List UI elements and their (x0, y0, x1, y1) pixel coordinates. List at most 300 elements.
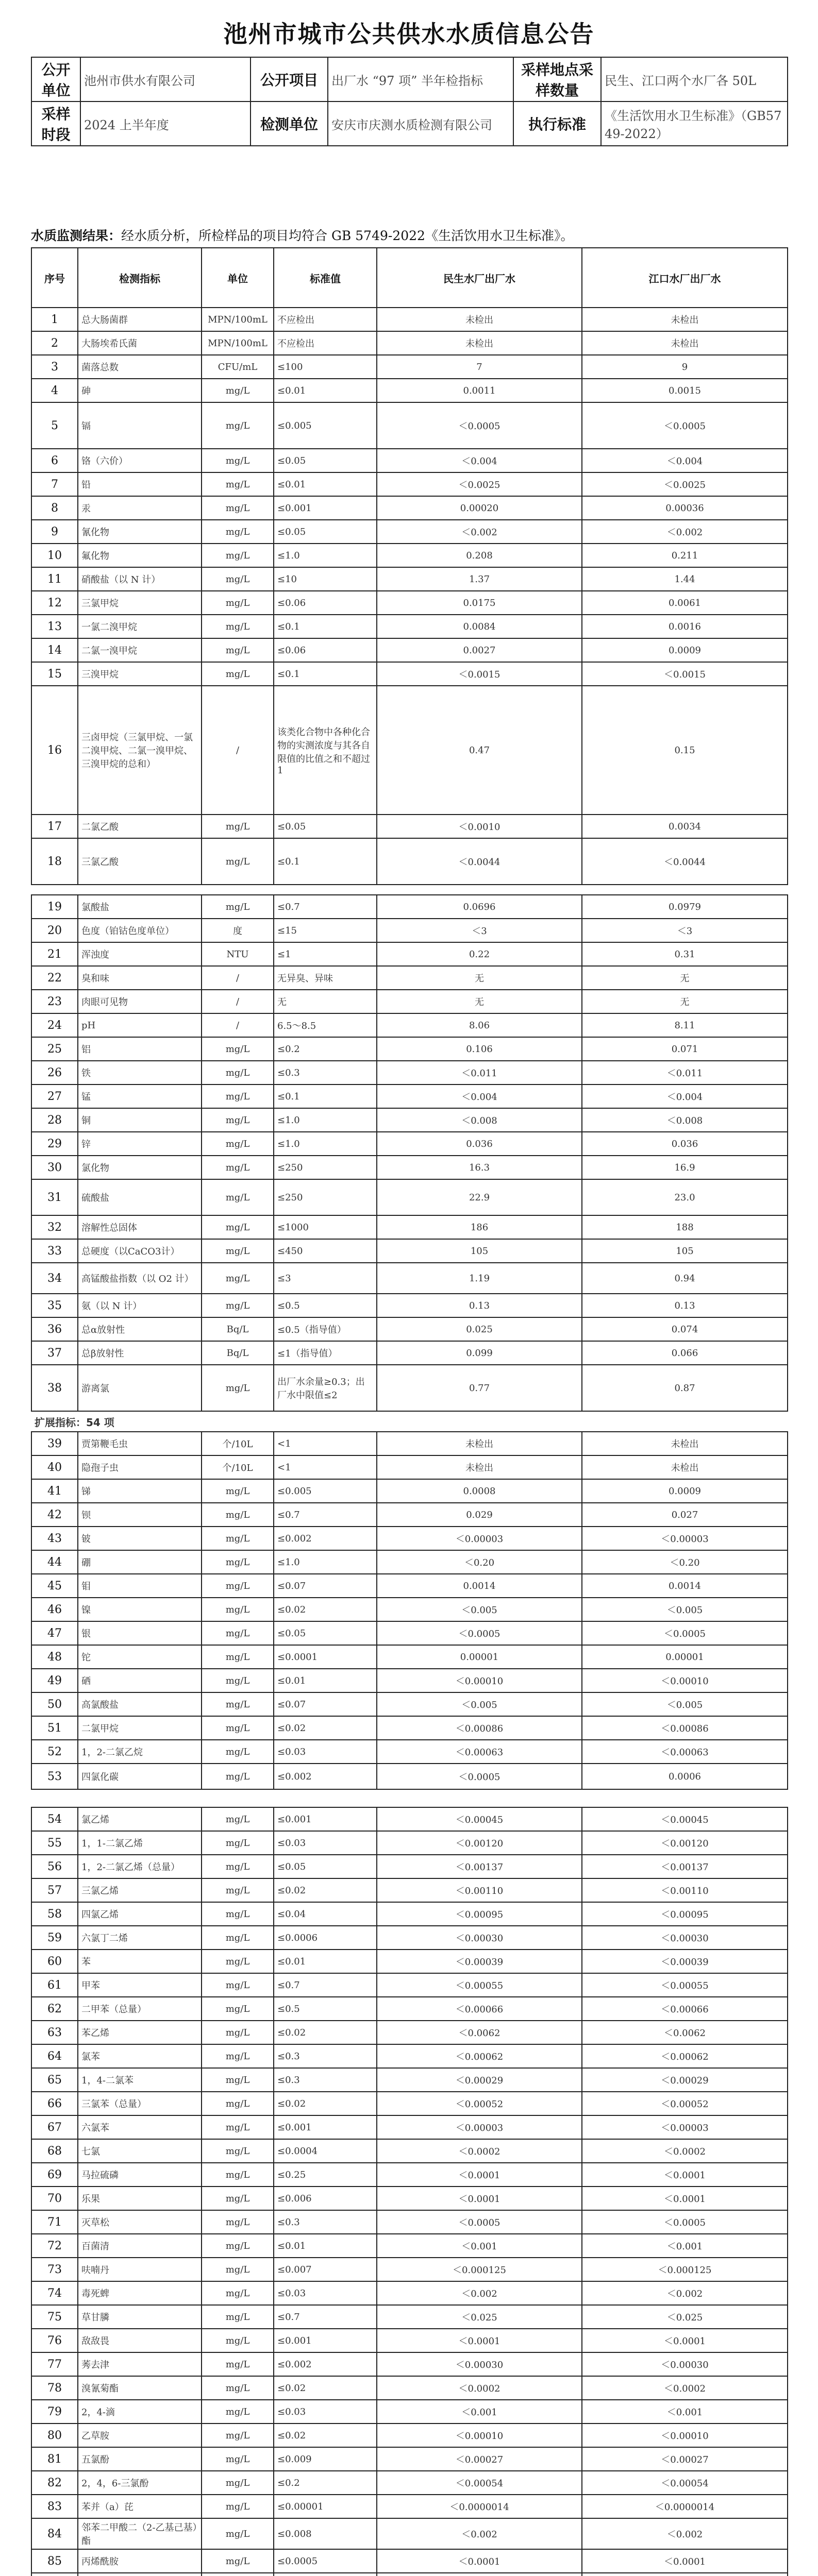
row-standard: ≤0.002 (274, 1764, 377, 1789)
row-indicator: 2，4，6-三氯酚 (78, 2471, 202, 2495)
table-row (31, 1317, 788, 1341)
row-minsheng-value: ＜0.0000014 (377, 2495, 582, 2518)
row-indicator: 草甘膦 (78, 2305, 202, 2329)
row-indicator: 苯 (78, 1950, 202, 1973)
row-standard: ≤450 (274, 1239, 377, 1263)
row-unit: / (202, 990, 274, 1013)
row-index: 30 (31, 1156, 78, 1179)
table-row (31, 1692, 788, 1716)
table-row (31, 1037, 788, 1061)
row-jiangkou-value: 105 (582, 1239, 788, 1263)
row-unit: mg/L (202, 2115, 274, 2139)
row-minsheng-value: ＜0.005 (377, 1692, 582, 1716)
row-index: 69 (31, 2163, 78, 2187)
row-index: 1 (31, 308, 78, 331)
row-index: 67 (31, 2115, 78, 2139)
row-standard: ≤1 (274, 942, 377, 966)
row-jiangkou-value: 0.074 (582, 1317, 788, 1341)
row-jiangkou-value: 0.036 (582, 1132, 788, 1156)
row-jiangkou-value: ＜0.00120 (582, 1831, 788, 1855)
row-standard: ≤0.05 (274, 1855, 377, 1878)
row-minsheng-value: 16.3 (377, 1156, 582, 1179)
row-indicator: 莠去津 (78, 2352, 202, 2376)
table-row (31, 686, 788, 815)
row-minsheng-value: ＜0.0015 (377, 662, 582, 686)
row-index: 70 (31, 2187, 78, 2210)
row-index: 51 (31, 1716, 78, 1740)
row-indicator: 乐果 (78, 2187, 202, 2210)
row-unit: mg/L (202, 1479, 274, 1503)
row-indicator: 七氯 (78, 2139, 202, 2163)
row-indicator: 乙草胺 (78, 2424, 202, 2447)
table-row (31, 2400, 788, 2424)
table-row (31, 544, 788, 567)
row-jiangkou-value: 1.44 (582, 567, 788, 591)
row-jiangkou-value: ＜0.0001 (582, 2187, 788, 2210)
row-indicator: 1，1-二氯乙烯 (78, 1831, 202, 1855)
table-row (31, 966, 788, 990)
row-minsheng-value: ＜0.20 (377, 1550, 582, 1574)
row-unit: mg/L (202, 1239, 274, 1263)
row-unit: mg/L (202, 379, 274, 402)
row-index: 81 (31, 2447, 78, 2471)
row-jiangkou-value: 23.0 (582, 1179, 788, 1215)
row-unit: Bq/L (202, 1341, 274, 1365)
row-indicator: 钡 (78, 1503, 202, 1527)
label-site: 采样地点采样数量 (513, 57, 601, 101)
row-jiangkou-value: 0.211 (582, 544, 788, 567)
row-indicator: 肉眼可见物 (78, 990, 202, 1013)
row-unit: mg/L (202, 1263, 274, 1294)
row-unit: mg/L (202, 2281, 274, 2305)
row-jiangkou-value: 0.0016 (582, 615, 788, 638)
label-period: 采样时段 (31, 101, 80, 146)
row-jiangkou-value: ＜0.00110 (582, 1878, 788, 1902)
row-standard: 不应检出 (274, 331, 377, 355)
label-std: 执行标准 (513, 101, 601, 146)
row-unit: mg/L (202, 2044, 274, 2068)
row-standard: ≤0.7 (274, 1973, 377, 1997)
row-jiangkou-value: 0.027 (582, 1503, 788, 1527)
row-minsheng-value: ＜0.002 (377, 2281, 582, 2305)
row-indicator: 二甲苯（总量） (78, 1997, 202, 2021)
row-unit: / (202, 966, 274, 990)
summary-text: 经水质分析，所检样品的项目均符合 GB 5749-2022《生活饮用水卫生标准》。 (121, 228, 574, 243)
row-minsheng-value: ＜0.00110 (377, 1878, 582, 1902)
row-jiangkou-value: ＜0.0025 (582, 472, 788, 496)
row-standard: ≤0.03 (274, 2400, 377, 2424)
table-row (31, 2092, 788, 2115)
row-standard: ≤0.01 (274, 1950, 377, 1973)
row-indicator: 铍 (78, 1527, 202, 1550)
row-jiangkou-value: ＜0.0000014 (582, 2495, 788, 2518)
row-unit: mg/L (202, 2258, 274, 2281)
row-unit: mg/L (202, 1294, 274, 1317)
row-standard: ≤0.05 (274, 1621, 377, 1645)
row-minsheng-value: ＜0.0010 (377, 815, 582, 838)
table-row (31, 2471, 788, 2495)
table-row (31, 1108, 788, 1132)
row-jiangkou-value: ＜0.0001 (582, 2329, 788, 2352)
row-unit (202, 2573, 274, 2576)
row-jiangkou-value: 0.15 (582, 686, 788, 815)
row-standard: ≤0.3 (274, 2044, 377, 2068)
row-minsheng-value: 0.025 (377, 1317, 582, 1341)
row-indicator: 氯苯 (78, 2044, 202, 2068)
header-standard: 标准值 (274, 248, 377, 308)
row-unit: mg/L (202, 2163, 274, 2187)
row-jiangkou-value: ＜0.00054 (582, 2471, 788, 2495)
row-minsheng-value: 8.06 (377, 1013, 582, 1037)
row-standard: ≤0.02 (274, 1878, 377, 1902)
row-jiangkou-value: ＜0.0005 (582, 402, 788, 449)
table-row (31, 1061, 788, 1084)
row-jiangkou-value: 未检出 (582, 331, 788, 355)
unit-value: 池州市供水有限公司 (80, 57, 251, 101)
row-minsheng-value: 未检出 (377, 308, 582, 331)
row-jiangkou-value: ＜0.00029 (582, 2068, 788, 2092)
row-indicator: 浑浊度 (78, 942, 202, 966)
row-indicator: 镉 (78, 402, 202, 449)
row-index: 82 (31, 2471, 78, 2495)
row-jiangkou-value: ＜0.025 (582, 2305, 788, 2329)
row-indicator: 铬（六价） (78, 449, 202, 472)
row-unit: MPN/100mL (202, 308, 274, 331)
row-unit: mg/L (202, 1831, 274, 1855)
row-minsheng-value: ＜0.0002 (377, 2139, 582, 2163)
row-unit: mg/L (202, 1503, 274, 1527)
table-row (31, 402, 788, 449)
row-standard: ≤0.008 (274, 2518, 377, 2549)
table-row (31, 2573, 788, 2576)
table-row (31, 472, 788, 496)
row-jiangkou-value: 0.0061 (582, 591, 788, 615)
row-standard: ≤1000 (274, 1215, 377, 1239)
row-jiangkou-value: 0.0009 (582, 1479, 788, 1503)
row-index: 44 (31, 1550, 78, 1574)
row-minsheng-value: ＜0.00066 (377, 1997, 582, 2021)
site-value: 民生、江口两个水厂各 50L (601, 57, 788, 101)
row-indicator: 三卤甲烷（三氯甲烷、一氯二溴甲烷、二氯一溴甲烷、三溴甲烷的总和） (78, 686, 202, 815)
table-row (31, 1503, 788, 1527)
row-standard: ≤0.005 (274, 402, 377, 449)
row-standard: ≤0.02 (274, 2092, 377, 2115)
row-index: 17 (31, 815, 78, 838)
row-standard: ≤15 (274, 919, 377, 942)
row-unit: mg/L (202, 1807, 274, 1831)
row-index: 46 (31, 1598, 78, 1621)
row-jiangkou-value: 未检出 (582, 1455, 788, 1479)
row-jiangkou-value: ＜0.00030 (582, 1926, 788, 1950)
row-jiangkou-value: ＜0.00039 (582, 1950, 788, 1973)
row-indicator: 1，4-二氯苯 (78, 2068, 202, 2092)
row-minsheng-value: ＜0.0005 (377, 1764, 582, 1789)
row-jiangkou-value: ＜0.0002 (582, 2139, 788, 2163)
row-indicator: 二氯乙酸 (78, 815, 202, 838)
row-indicator: 甲苯 (78, 1973, 202, 1997)
row-jiangkou-value: ＜0.008 (582, 1108, 788, 1132)
row-indicator: 汞 (78, 496, 202, 520)
row-indicator: 三溴甲烷 (78, 662, 202, 686)
row-minsheng-value: ＜0.0001 (377, 2329, 582, 2352)
row-minsheng-value: 0.0175 (377, 591, 582, 615)
row-minsheng-value: ＜0.00045 (377, 1807, 582, 1831)
row-indicator: 1，2-二氯乙烯（总量） (78, 1855, 202, 1878)
row-index: 21 (31, 942, 78, 966)
row-indicator: 游离氯 (78, 1365, 202, 1411)
table-row (31, 1527, 788, 1550)
table-row (31, 990, 788, 1013)
row-index: 8 (31, 496, 78, 520)
row-jiangkou-value: ＜0.00055 (582, 1973, 788, 1997)
table-row (31, 942, 788, 966)
row-standard: ≤0.06 (274, 638, 377, 662)
row-index: 10 (31, 544, 78, 567)
row-unit: mg/L (202, 449, 274, 472)
row-unit: mg/L (202, 1365, 274, 1411)
row-indicator: 三氯乙烯 (78, 1878, 202, 1902)
row-index: 34 (31, 1263, 78, 1294)
row-unit: mg/L (202, 520, 274, 544)
row-jiangkou-value: ＜0.0015 (582, 662, 788, 686)
row-minsheng-value: ＜0.00030 (377, 1926, 582, 1950)
row-indicator: 铝 (78, 1037, 202, 1061)
row-minsheng-value: 0.13 (377, 1294, 582, 1317)
row-minsheng-value: 0.0696 (377, 895, 582, 919)
row-standard: ≤0.0001 (274, 1645, 377, 1669)
row-minsheng-value: 0.0014 (377, 1574, 582, 1598)
row-standard: ≤0.05 (274, 815, 377, 838)
table-row (31, 1365, 788, 1411)
row-minsheng-value: 0.47 (377, 686, 582, 815)
row-standard: ≤0.07 (274, 1574, 377, 1598)
row-standard: ≤10 (274, 567, 377, 591)
row-standard: ≤0.01 (274, 2234, 377, 2258)
row-unit: mg/L (202, 2092, 274, 2115)
table-row (31, 662, 788, 686)
row-jiangkou-value: ＜0.0062 (582, 2021, 788, 2044)
row-minsheng-value: 无 (377, 966, 582, 990)
row-index: 25 (31, 1037, 78, 1061)
row-indicator: 苯乙烯 (78, 2021, 202, 2044)
header-indicator: 检测指标 (78, 248, 202, 308)
table-row (31, 2258, 788, 2281)
row-unit: mg/L (202, 1215, 274, 1239)
row-unit: mg/L (202, 2447, 274, 2471)
row-indicator: 高锰酸盐指数（以 O2 计） (78, 1263, 202, 1294)
table-spacer (31, 885, 788, 895)
row-jiangkou-value: ＜0.00052 (582, 2092, 788, 2115)
row-standard: ≤0.3 (274, 1061, 377, 1084)
row-indicator: 五氯酚 (78, 2447, 202, 2471)
row-index: 23 (31, 990, 78, 1013)
row-index: 49 (31, 1669, 78, 1692)
row-index (31, 2573, 78, 2576)
row-index: 50 (31, 1692, 78, 1716)
row-index: 56 (31, 1855, 78, 1878)
row-index: 27 (31, 1084, 78, 1108)
row-indicator: 三氯乙酸 (78, 838, 202, 885)
row-indicator: 总大肠菌群 (78, 308, 202, 331)
table-row (31, 1855, 788, 1878)
row-standard: 无异臭、异味 (274, 966, 377, 990)
row-index: 80 (31, 2424, 78, 2447)
row-standard: ≤0.7 (274, 2305, 377, 2329)
row-indicator: 总β放射性 (78, 1341, 202, 1365)
row-indicator: 镍 (78, 1598, 202, 1621)
table-row (31, 1294, 788, 1317)
row-minsheng-value: ＜3 (377, 919, 582, 942)
row-unit: mg/L (202, 615, 274, 638)
table-row (31, 2281, 788, 2305)
row-standard: ≤0.002 (274, 1527, 377, 1550)
row-standard: 不应检出 (274, 308, 377, 331)
row-index: 47 (31, 1621, 78, 1645)
table-row (31, 2021, 788, 2044)
table-row (31, 1215, 788, 1239)
row-index: 78 (31, 2376, 78, 2400)
row-index: 20 (31, 919, 78, 942)
row-unit: mg/L (202, 2210, 274, 2234)
row-indicator: 臭和味 (78, 966, 202, 990)
row-indicator (78, 2573, 202, 2576)
table-row (31, 1902, 788, 1926)
row-indicator: 1，2-二氯乙烷 (78, 1740, 202, 1764)
table-row (31, 1878, 788, 1902)
row-indicator: pH (78, 1013, 202, 1037)
row-standard: ≤0.7 (274, 1503, 377, 1527)
row-unit: mg/L (202, 1527, 274, 1550)
row-unit: / (202, 686, 274, 815)
row-indicator: 贾第鞭毛虫 (78, 1432, 202, 1455)
row-standard: ≤3 (274, 1263, 377, 1294)
row-minsheng-value: ＜0.0062 (377, 2021, 582, 2044)
table-row (31, 2447, 788, 2471)
row-minsheng-value: 22.9 (377, 1179, 582, 1215)
table-row (31, 355, 788, 379)
table-row (31, 2518, 788, 2549)
row-jiangkou-value: 无 (582, 990, 788, 1013)
row-jiangkou-value: ＜0.0005 (582, 1621, 788, 1645)
row-index: 60 (31, 1950, 78, 1973)
row-index: 4 (31, 379, 78, 402)
row-index: 22 (31, 966, 78, 990)
row-standard: ≤250 (274, 1179, 377, 1215)
row-indicator: 砷 (78, 379, 202, 402)
row-jiangkou-value: 未检出 (582, 308, 788, 331)
table-row (31, 1341, 788, 1365)
table-row (31, 308, 788, 331)
row-indicator: 丙烯酰胺 (78, 2549, 202, 2573)
row-standard: ≤0.0004 (274, 2139, 377, 2163)
row-minsheng-value: ＜0.002 (377, 520, 582, 544)
row-minsheng-value: ＜0.00120 (377, 1831, 582, 1855)
row-index: 75 (31, 2305, 78, 2329)
row-index: 24 (31, 1013, 78, 1037)
row-unit: / (202, 1013, 274, 1037)
table-row (31, 567, 788, 591)
row-unit: mg/L (202, 1669, 274, 1692)
row-minsheng-value: ＜0.001 (377, 2400, 582, 2424)
row-standard: ≤1（指导值） (274, 1341, 377, 1365)
row-unit: mg/L (202, 662, 274, 686)
row-jiangkou-value: ＜0.00066 (582, 1997, 788, 2021)
row-unit: mg/L (202, 544, 274, 567)
row-indicator: 毒死蜱 (78, 2281, 202, 2305)
row-jiangkou-value: 0.87 (582, 1365, 788, 1411)
extension-label: 扩展指标：54 项 (35, 1416, 114, 1429)
row-standard: ≤0.002 (274, 2352, 377, 2376)
spacer-cell (31, 1789, 788, 1807)
row-minsheng-value: ＜0.004 (377, 1084, 582, 1108)
row-minsheng-value: 1.37 (377, 567, 582, 591)
row-jiangkou-value: ＜0.00003 (582, 2115, 788, 2139)
label-lab: 检测单位 (251, 101, 328, 146)
row-standard: ≤0.006 (274, 2187, 377, 2210)
row-minsheng-value: 186 (377, 1215, 582, 1239)
row-unit: mg/L (202, 2549, 274, 2573)
row-minsheng-value: 7 (377, 355, 582, 379)
row-unit: Bq/L (202, 1317, 274, 1341)
row-unit: mg/L (202, 1716, 274, 1740)
row-index: 19 (31, 895, 78, 919)
spacer-cell (31, 885, 788, 895)
table-row (31, 2549, 788, 2573)
row-unit: mg/L (202, 496, 274, 520)
lab-value: 安庆市庆测水质检测有限公司 (328, 101, 513, 146)
row-standard: ≤0.01 (274, 472, 377, 496)
row-jiangkou-value: 0.31 (582, 942, 788, 966)
row-jiangkou-value: ＜0.00095 (582, 1902, 788, 1926)
row-indicator: 菌落总数 (78, 355, 202, 379)
row-unit: mg/L (202, 2187, 274, 2210)
row-minsheng-value: 0.0011 (377, 379, 582, 402)
table-row (31, 1432, 788, 1455)
row-standard: ≤0.001 (274, 1807, 377, 1831)
row-indicator: 氟化物 (78, 544, 202, 567)
header-jiangkou: 江口水厂出厂水 (582, 248, 788, 308)
table-row (31, 2139, 788, 2163)
row-unit: mg/L (202, 1973, 274, 1997)
row-indicator: 大肠埃希氏菌 (78, 331, 202, 355)
row-minsheng-value: ＜0.0001 (377, 2163, 582, 2187)
row-index: 68 (31, 2139, 78, 2163)
row-minsheng-value: 0.0008 (377, 1479, 582, 1503)
row-indicator: 硒 (78, 1669, 202, 1692)
row-unit: mg/L (202, 838, 274, 885)
row-index: 76 (31, 2329, 78, 2352)
table-row (31, 2376, 788, 2400)
row-minsheng-value: ＜0.0005 (377, 1621, 582, 1645)
row-standard: ≤0.02 (274, 2376, 377, 2400)
row-index: 36 (31, 1317, 78, 1341)
row-jiangkou-value: ＜0.002 (582, 2518, 788, 2549)
row-standard: ≤0.001 (274, 2115, 377, 2139)
row-indicator: 硼 (78, 1550, 202, 1574)
row-indicator: 氯乙烯 (78, 1807, 202, 1831)
item-value: 出厂水 “97 项” 半年检指标 (328, 57, 513, 101)
row-minsheng-value: 1.19 (377, 1263, 582, 1294)
row-unit: mg/L (202, 1550, 274, 1574)
row-index: 64 (31, 2044, 78, 2068)
row-unit: mg/L (202, 472, 274, 496)
header-unit: 单位 (202, 248, 274, 308)
table-row (31, 1645, 788, 1669)
row-indicator: 溶解性总固体 (78, 1215, 202, 1239)
row-index: 72 (31, 2234, 78, 2258)
row-index: 29 (31, 1132, 78, 1156)
row-jiangkou-value: 0.94 (582, 1263, 788, 1294)
